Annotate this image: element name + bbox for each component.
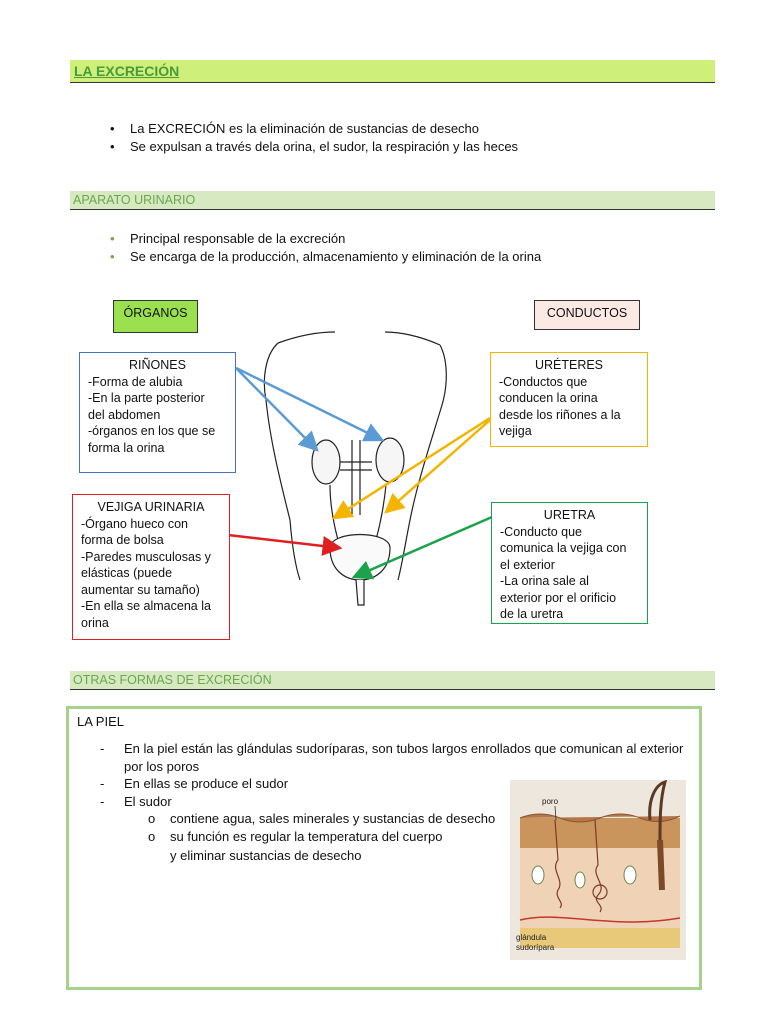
piel-item: En ellas se produce el sudor [124, 776, 289, 791]
piel-subitem-continuation: y eliminar sustancias de desecho [170, 848, 362, 863]
piel-subitem: su función es regular la temperatura del cuerpo [170, 829, 443, 844]
dash-marker: - [100, 794, 105, 809]
section-heading-otras [70, 671, 715, 690]
box-line: aumentar su tamaño) [81, 582, 200, 597]
skin-illustration [510, 780, 686, 960]
rinones-title: RIÑONES [129, 358, 186, 372]
conductos-label-text: CONDUCTOS [546, 306, 628, 320]
epidermis-layer [520, 818, 680, 848]
box-line: el exterior [500, 557, 555, 572]
circle-marker: o [148, 829, 156, 844]
kidneys [312, 438, 404, 484]
box-line: -Conductos que [499, 374, 588, 389]
box-line: vejiga [499, 424, 532, 438]
circle-marker: o [148, 811, 156, 826]
ureteres-box [490, 352, 648, 447]
arrow-vejiga [228, 535, 340, 548]
uretra-title: URETRA [543, 508, 596, 522]
organos-label-text: ÓRGANOS [123, 306, 188, 320]
vejiga-box [72, 494, 230, 640]
piel-subitem: contiene agua, sales minerales y sustancias de desecho [170, 811, 496, 826]
box-line: de la uretra [500, 607, 564, 621]
piel-item-continuation: por los poros [124, 759, 200, 774]
arrow-ureteres-1 [334, 418, 490, 518]
uretra-box [491, 502, 648, 624]
dash-marker: - [100, 741, 105, 756]
box-line: del abdomen [88, 407, 161, 422]
box-line: comunica la vejiga con [500, 541, 627, 555]
box-line: exterior por el orificio [500, 590, 617, 605]
arrow-rinones-2 [236, 368, 382, 440]
rinones-box [79, 352, 236, 473]
box-line: -Paredes musculosas y [81, 549, 211, 564]
list-item: • La EXCRECIÓN es la eliminación de sustancias de desecho [70, 120, 710, 138]
box-line: -Órgano hueco con [81, 516, 189, 531]
box-line: desde los riñones a la [499, 407, 621, 422]
section-heading-text: OTRAS FORMAS DE EXCRECIÓN [73, 673, 272, 687]
page-title: LA EXCRECIÓN [74, 63, 180, 79]
box-line: -En ella se almacena la [81, 599, 211, 613]
arrow-rinones-1 [236, 368, 317, 450]
piel-item: En la piel están las glándulas sudoríparas, son tubos largos enrollados que comunican al exterior [124, 741, 684, 756]
box-line: -órganos en los que se [88, 424, 216, 438]
box-line: forma de bolsa [81, 533, 164, 547]
bladder [330, 535, 390, 606]
piel-item: El sudor [124, 794, 172, 809]
box-line: forma la orina [88, 440, 165, 455]
list-item: • Se expulsan a través dela orina, el sudor, la respiración y las heces [70, 138, 710, 156]
list-item: • Se encarga de la producción, almacenamiento y eliminación de la orina [70, 248, 710, 266]
box-line: conducen la orina [499, 391, 598, 405]
box-line: -Conducto que [500, 524, 583, 539]
dermis-layer [520, 848, 680, 928]
box-line: orina [81, 615, 109, 630]
piel-title: LA PIEL [77, 714, 124, 729]
poro-label: poro [542, 797, 559, 806]
box-line: -En la parte posterior [88, 391, 205, 405]
vejiga-title: VEJIGA URINARIA [97, 500, 205, 514]
box-line: elásticas (puede [81, 566, 173, 580]
glandula-label: glándula [516, 933, 547, 942]
section-heading-text: APARATO URINARIO [73, 193, 196, 207]
dash-marker: - [100, 776, 105, 791]
box-line: -La orina sale al [500, 574, 589, 588]
hair-follicle [660, 840, 662, 890]
box-line: -Forma de alubia [88, 374, 183, 389]
ureteres-title: URÉTERES [534, 358, 604, 372]
list-item: • Principal responsable de la excreción [70, 230, 710, 248]
sudoripara-label: sudorípara [516, 943, 555, 952]
